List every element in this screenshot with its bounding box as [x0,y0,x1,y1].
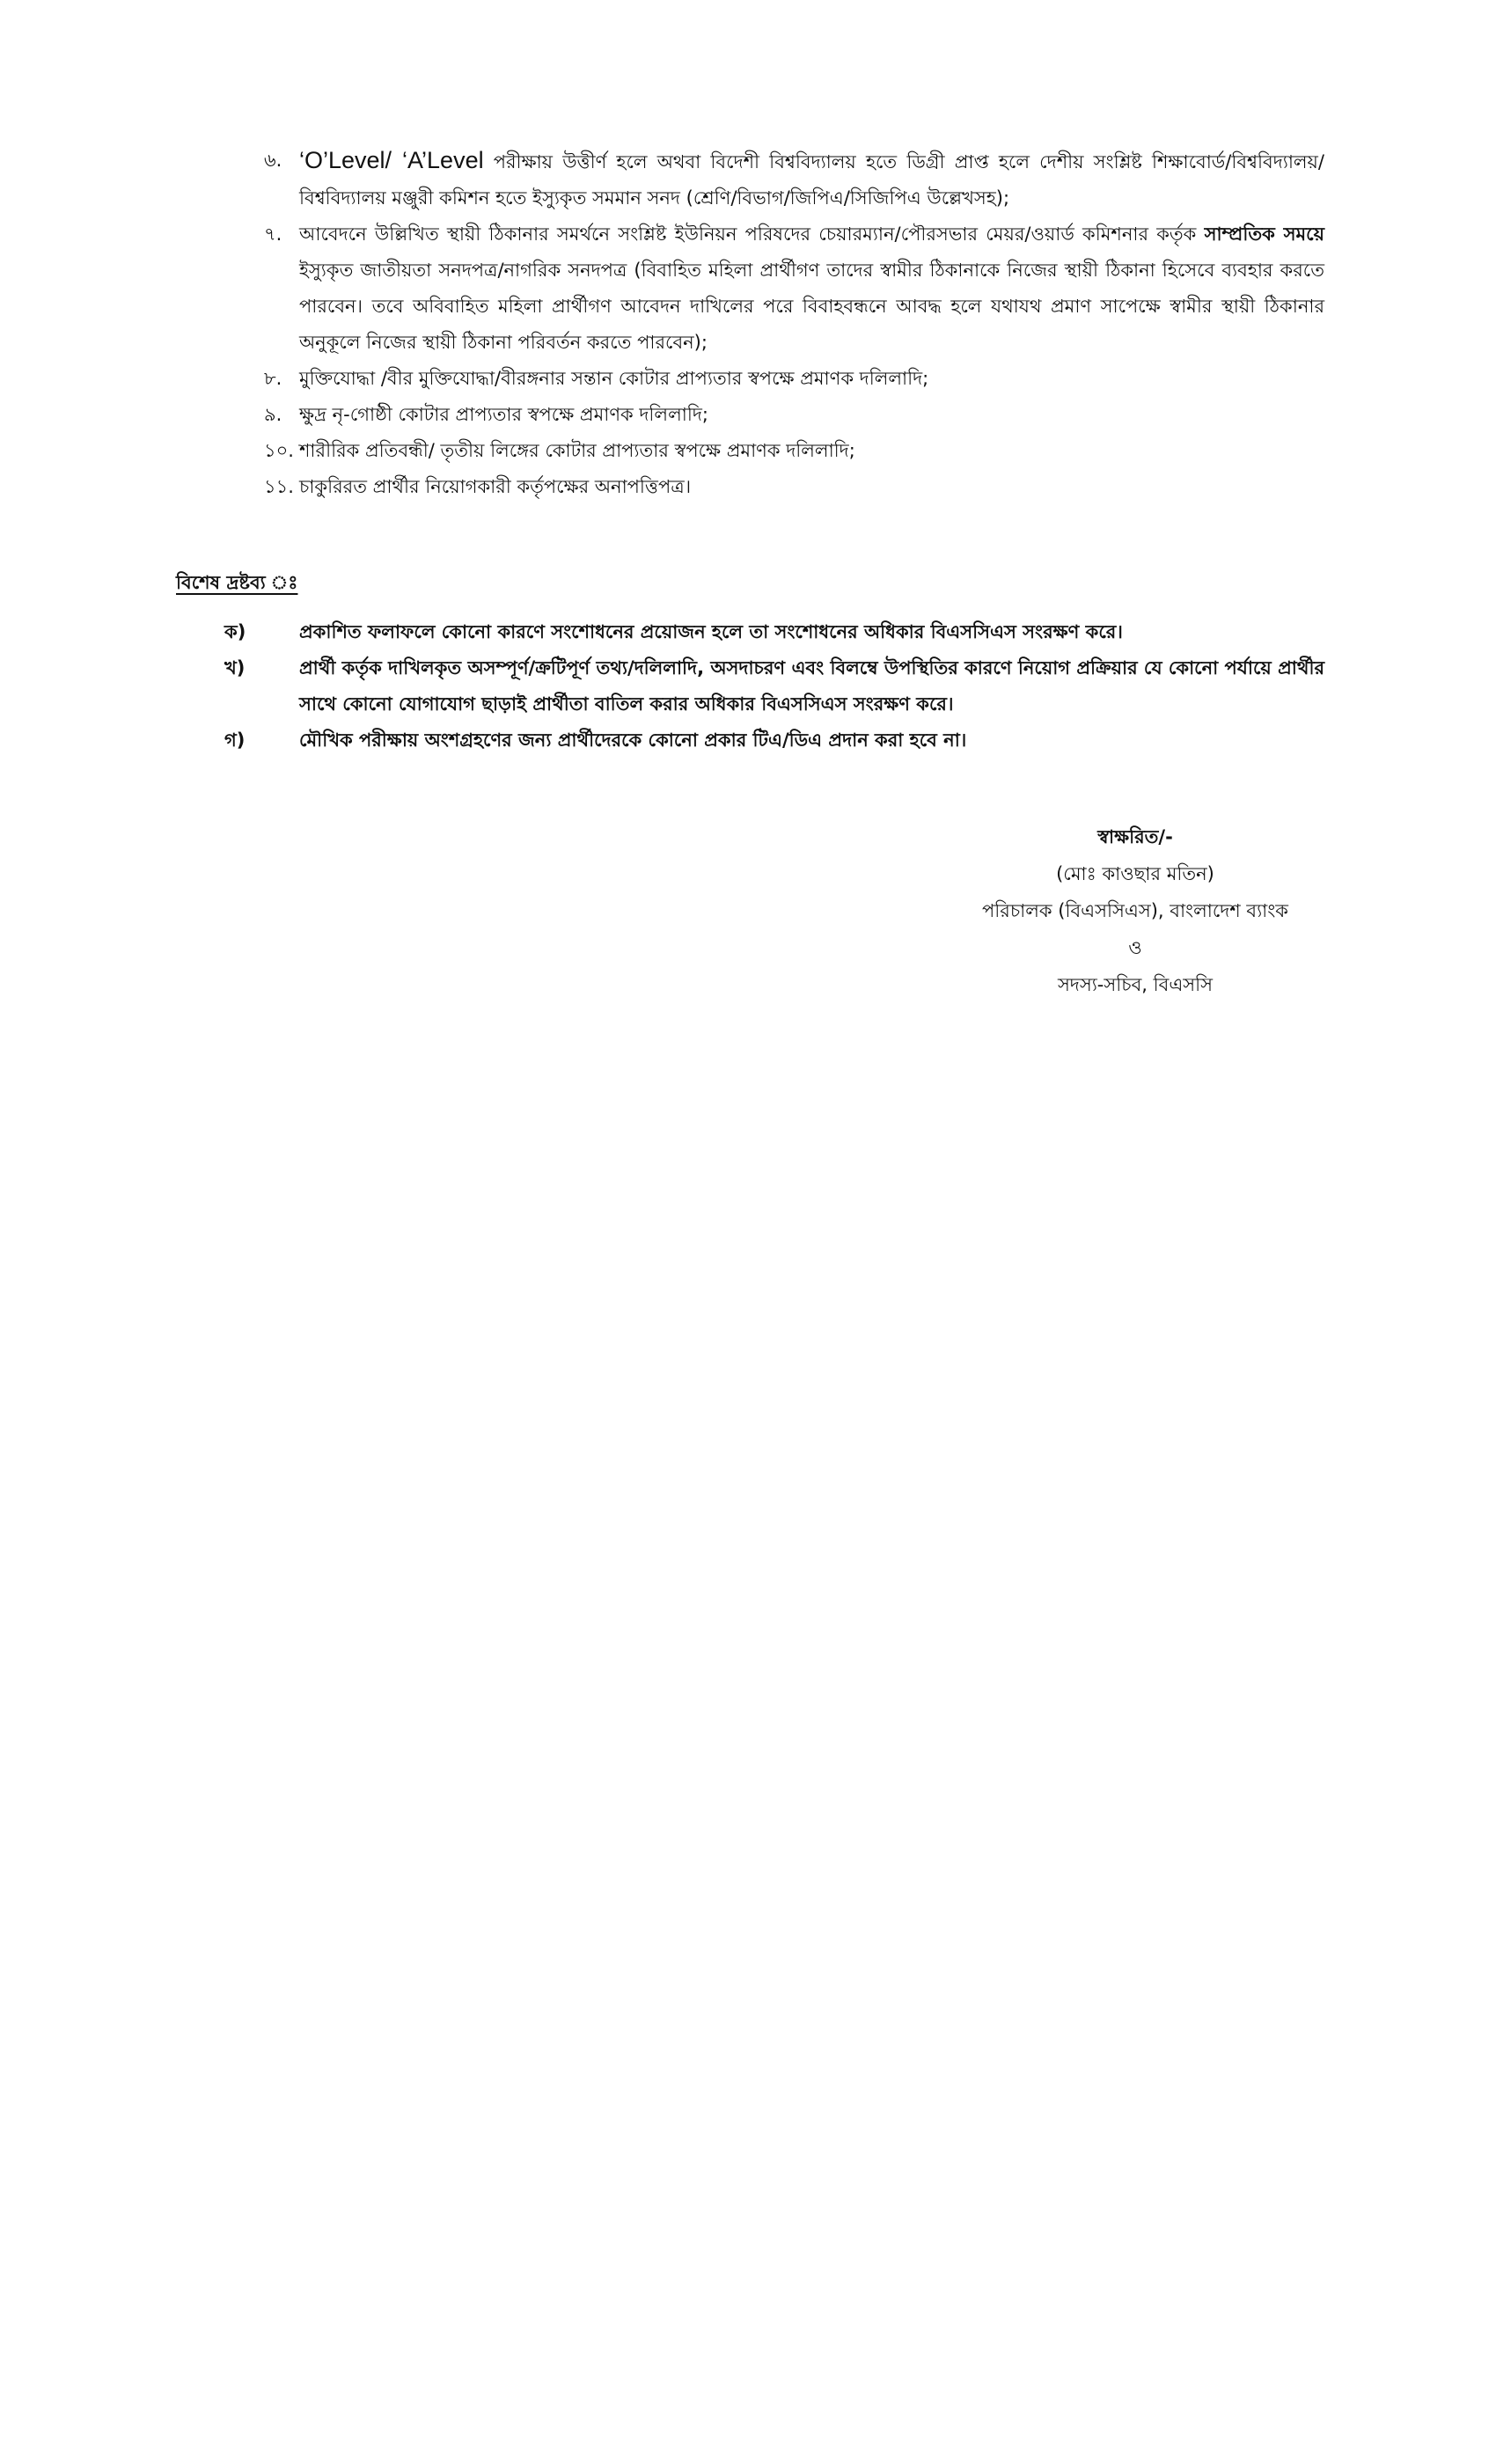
item-number: ৮. [264,368,282,389]
item-text: চাকুরিরত প্রার্থীর নিয়োগকারী কর্তৃপক্ষের অনাপত্তিপত্র। [299,476,692,497]
list-item [264,216,1324,361]
item-text: মুক্তিযোদ্ধা /বীর মুক্তিযোদ্ধা/বীরঙ্গনার সন্তান কোটার প্রাপ্যতার স্বপক্ষে প্রমাণক দলিলাদি; [299,368,929,389]
signatory-role: সদস্য-সচিব, বিএসসি [1057,974,1214,995]
item-number: ১০. [264,440,294,461]
signatory-name: (মোঃ কাওছার মতিন) [1056,863,1214,884]
signatory-designation: পরিচালক (বিএসসিএস), বাংলাদেশ ব্যাংক [982,900,1288,921]
signature-block [942,818,1329,1003]
note-marker: ক) [224,621,246,642]
item-text: শারীরিক প্রতিবন্ধী/ তৃতীয় লিঙ্গের কোটার প্রাপ্যতার স্বপক্ষে প্রমাণক দলিলাদি; [299,440,855,461]
item-text: ইস্যুকৃত জাতীয়তা সনদপত্র/নাগরিক সনদপত্র (বিবাহিত মহিলা প্রার্থীগণ তাদের স্বামীর ঠিকানাকে নিজের স্থায়ী ঠিকানা হিসেবে ব্যবহার করতে পারবেন। তবে অবিবাহিত মহিলা প্রার্থীগণ আবেদন দাখিলের পরে বিবাহবন্ধনে আবদ্ধ হলে যথাযথ প্রমাণ সাপেক্ষে স্বামীর স্থায়ী ঠিকানার অনুকূলে নিজের স্থায়ী ঠিকানা পরিবর্তন করতে পারবেন); [299,260,1324,353]
note-marker: খ) [224,657,246,678]
special-note-heading: বিশেষ দ্রষ্টব্য ঃ [176,572,298,593]
list-item [264,397,1324,433]
item-number: ৭. [264,224,282,245]
note-item [224,650,1329,722]
note-text: প্রার্থী কর্তৃক দাখিলকৃত অসম্পূর্ণ/ক্রটিপূর্ণ তথ্য/দলিলাদি, অসদাচরণ এবং বিলম্বে উপস্থিতির কারণে নিয়োগ প্রক্রিয়ার যে কোনো পর্যায়ে প্রার্থীর সাথে কোনো যোগাযোগ ছাড়াই প্রার্থীতা বাতিল করার অধিকার বিএসসিএস সংরক্ষণ করে। [299,657,1325,715]
item-text-bold: সাম্প্রতিক সময়ে [1204,224,1324,245]
note-item [224,614,1329,650]
required-documents-list [264,143,1324,505]
note-item [224,722,1329,759]
item-number: ১১. [264,476,294,497]
item-number: ৯. [264,404,282,425]
special-note-list [224,614,1329,759]
note-text: মৌখিক পরীক্ষায় অংশগ্রহণের জন্য প্রার্থীদেরকে কোনো প্রকার টিএ/ডিএ প্রদান করা হবে না। [299,730,967,751]
list-item [264,143,1324,216]
note-text: প্রকাশিত ফলাফলে কোনো কারণে সংশোধনের প্রয়োজন হলে তা সংশোধনের অধিকার বিএসসিএস সংরক্ষণ করে। [299,621,1123,642]
note-marker: গ) [224,730,246,751]
item-text: পরীক্ষায় উত্তীর্ণ হলে অথবা বিদেশী বিশ্ববিদ্যালয় হতে ডিগ্রী প্রাপ্ত হলে দেশীয় সংশ্লিষ্ট শিক্ষাবোর্ড/বিশ্ববিদ্যালয়/বিশ্ববিদ্যালয় মঞ্জুরী কমিশন হতে ইস্যুকৃত সমমান সনদ (শ্রেণি/বিভাগ/জিপিএ/সিজিপিএ উল্লেখসহ); [299,151,1325,209]
signed-label: স্বাক্ষরিত/- [1097,826,1173,847]
item-text: ক্ষুদ্র নৃ-গোষ্ঠী কোটার প্রাপ্যতার স্বপক্ষে প্রমাণক দলিলাদি; [299,404,708,425]
olevel-alevel-text: ‘O’Level/ ‘A’Level [299,147,484,173]
list-item [264,433,1324,469]
item-number: ৬. [264,150,282,171]
item-text: আবেদনে উল্লিখিত স্থায়ী ঠিকানার সমর্থনে সংশ্লিষ্ট ইউনিয়ন পরিষদের চেয়ারম্যান/পৌরসভার মেয়র/ওয়ার্ড কমিশনার কর্তৃক [299,224,1205,245]
list-item [264,361,1324,397]
list-item [264,469,1324,505]
signatory-conjunction: ও [1128,937,1142,958]
